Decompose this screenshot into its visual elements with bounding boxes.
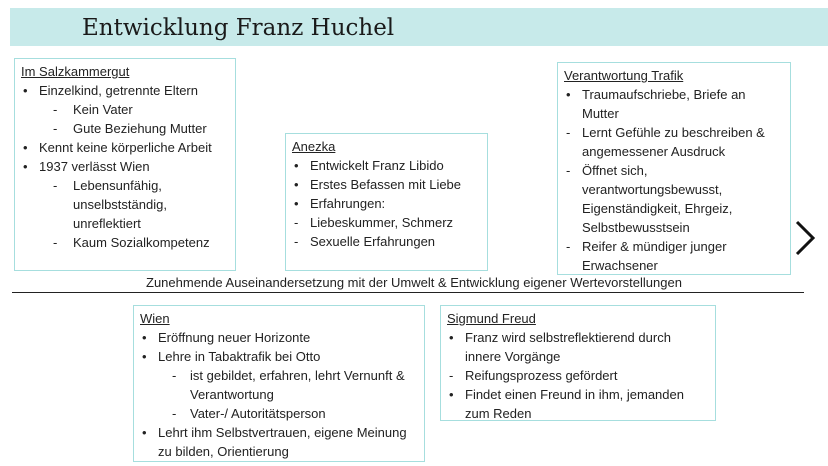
slide-title: Entwicklung Franz Huchel: [82, 15, 395, 41]
box-sigmund-freud: [440, 305, 716, 421]
list-item: • Lehrt ihm Selbstvertrauen, eigene Meinung zu bilden, Orientierung: [140, 423, 418, 461]
list-item: - Öffnet sich, verantwortungsbewusst, Eigenständigkeit, Ehrgeiz, Selbstbewusstsein: [564, 161, 784, 237]
box-heading: Wien: [140, 311, 170, 326]
list-item: • Einzelkind, getrennte Eltern: [21, 81, 229, 100]
list-item: - Reifungsprozess gefördert: [447, 366, 709, 385]
box-anezka: [285, 133, 488, 271]
list-item: • 1937 verlässt Wien: [21, 157, 229, 176]
list-item: • Erfahrungen:: [292, 194, 481, 213]
list-item: - Lebensunfähig, unselbstständig, unreflektiert: [21, 176, 213, 233]
bullet-list: [140, 328, 418, 461]
box-heading: Anezka: [292, 139, 336, 154]
list-item: • Franz wird selbstreflektierend durch innere Vorgänge: [447, 328, 709, 366]
list-item: - Gute Beziehung Mutter: [21, 119, 229, 138]
list-item: • Entwickelt Franz Libido: [292, 156, 481, 175]
box-verantwortung-trafik: [557, 62, 791, 275]
list-item: - Vater-/ Autoritätsperson: [140, 404, 418, 423]
box-heading: Sigmund Freud: [447, 311, 536, 326]
next-slide-button[interactable]: [790, 218, 820, 258]
list-item: - Lernt Gefühle zu beschreiben & angemessener Ausdruck: [564, 123, 784, 161]
title-bar: [10, 8, 828, 46]
list-item: - ist gebildet, erfahren, lehrt Vernunft & Verantwortung: [140, 366, 418, 404]
timeline-divider: [12, 292, 804, 293]
chevron-right-icon: [790, 218, 820, 258]
list-item: - Reifer & mündiger junger Erwachsener: [564, 237, 784, 275]
list-item: • Lehre in Tabaktrafik bei Otto: [140, 347, 418, 366]
box-wien: [133, 305, 425, 462]
list-item: - Kein Vater: [21, 100, 229, 119]
bullet-list: [564, 85, 784, 275]
box-heading: Verantwortung Trafik: [564, 68, 684, 83]
list-item: • Eröffnung neuer Horizonte: [140, 328, 418, 347]
list-item: • Traumaufschriebe, Briefe an Mutter: [564, 85, 784, 123]
bullet-list: [447, 328, 709, 423]
list-item: - Kaum Sozialkompetenz: [21, 233, 229, 252]
list-item: • Kennt keine körperliche Arbeit: [21, 138, 229, 157]
box-salzkammergut: [14, 58, 236, 271]
bullet-list: [292, 156, 481, 251]
list-item: - Liebeskummer, Schmerz: [292, 213, 481, 232]
bullet-list: [21, 81, 229, 252]
list-item: • Erstes Befassen mit Liebe: [292, 175, 481, 194]
list-item: - Sexuelle Erfahrungen: [292, 232, 481, 251]
list-item: • Findet einen Freund in ihm, jemanden zum Reden: [447, 385, 709, 423]
box-heading: Im Salzkammergut: [21, 64, 130, 79]
timeline-caption: Zunehmende Auseinandersetzung mit der Umwelt & Entwicklung eigener Wertevorstellungen: [146, 275, 682, 290]
